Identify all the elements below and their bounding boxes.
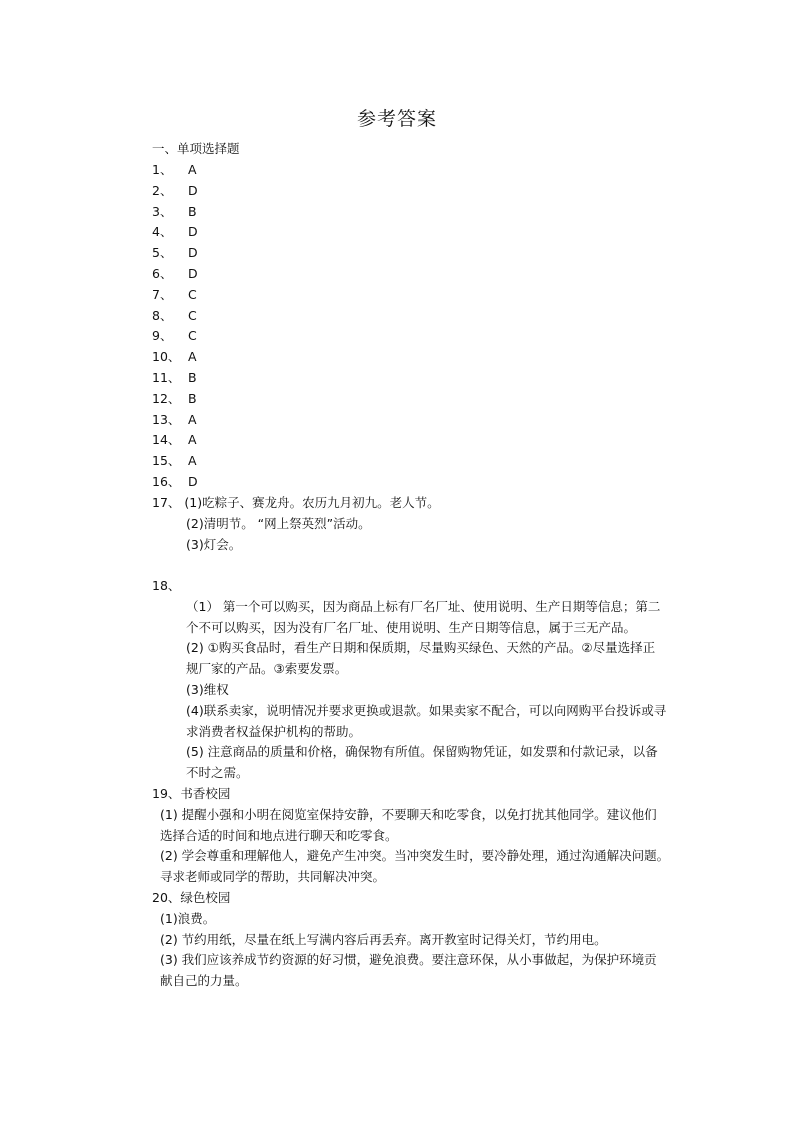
answer-line: (3)维权	[186, 682, 229, 697]
answer-item: 4、 D	[152, 224, 198, 239]
answer-line: (3) 我们应该养成节约资源的好习惯，避免浪费。要注意环保，从小事做起，为保护环境贡	[160, 952, 657, 967]
answer-item: 16、 D	[152, 474, 198, 489]
answer-item: 10、 A	[152, 349, 197, 364]
answer-item: 7、 C	[152, 287, 197, 302]
answer-item: 9、 C	[152, 328, 197, 343]
answer-item: 15、 A	[152, 453, 197, 468]
answer-line: 个不可以购买，因为没有厂名厂址、使用说明、生产日期等信息，属于三无产品。	[186, 620, 637, 635]
answer-line: （1） 第一个可以购买，因为商品上标有厂名厂址、使用说明、生产日期等信息；第二	[186, 599, 661, 614]
answer-line: (2) 节约用纸，尽量在纸上写满内容后再丢弃。离开教室时记得关灯，节约用电。	[160, 932, 607, 947]
answer-line: (2) 学会尊重和理解他人，避免产生冲突。当冲突发生时，要冷静处理，通过沟通解决问题。	[160, 848, 670, 863]
answer-line: (2)清明节。 “网上祭英烈”活动。	[186, 516, 371, 531]
answer-line: 选择合适的时间和地点进行聊天和吃零食。	[160, 828, 398, 843]
answer-line: (1) 提醒小强和小明在阅览室保持安静，不要聊天和吃零食，以免打扰其他同学。建议他们	[160, 807, 657, 822]
answer-line: 不时之需。	[186, 765, 249, 780]
question-heading: 20、绿色校园	[152, 890, 231, 905]
answer-item: 2、 D	[152, 183, 198, 198]
answer-line: (1)浪费。	[160, 911, 216, 926]
answer-line: 求消费者权益保护机构的帮助。	[186, 724, 362, 739]
answer-line: (2) ①购买食品时，看生产日期和保质期，尽量购买绿色、天然的产品。②尽量选择正	[186, 640, 656, 655]
answer-line: 寻求老师或同学的帮助，共同解决冲突。	[160, 869, 386, 884]
answer-line: (3)灯会。	[186, 537, 242, 552]
answer-item: 8、 C	[152, 308, 197, 323]
page-title: 参考答案	[356, 108, 437, 130]
answer-item: 12、 B	[152, 391, 197, 406]
answer-item: 6、 D	[152, 266, 198, 281]
answer-item: 14、 A	[152, 432, 197, 447]
answer-line: (5) 注意商品的质量和价格，确保物有所值。保留购物凭证，如发票和付款记录，以备	[186, 744, 658, 759]
question-heading: 19、书香校园	[152, 786, 231, 801]
question-heading: 18、	[152, 578, 181, 593]
answer-line: 规厂家的产品。③索要发票。	[186, 661, 348, 676]
answer-line: 献自己的力量。	[160, 973, 248, 988]
answer-item: 1、 A	[152, 162, 197, 177]
answer-item: 11、 B	[152, 370, 197, 385]
section-heading: 一、单项选择题	[152, 141, 240, 156]
answer-item: 5、 D	[152, 245, 198, 260]
answer-line: 17、 (1)吃粽子、赛龙舟。农历九月初九。老人节。	[152, 495, 440, 510]
answer-item: 13、 A	[152, 412, 197, 427]
answer-item: 3、 B	[152, 204, 197, 219]
answer-line: (4)联系卖家，说明情况并要求更换或退款。如果卖家不配合，可以向网购平台投诉或寻	[186, 703, 667, 718]
